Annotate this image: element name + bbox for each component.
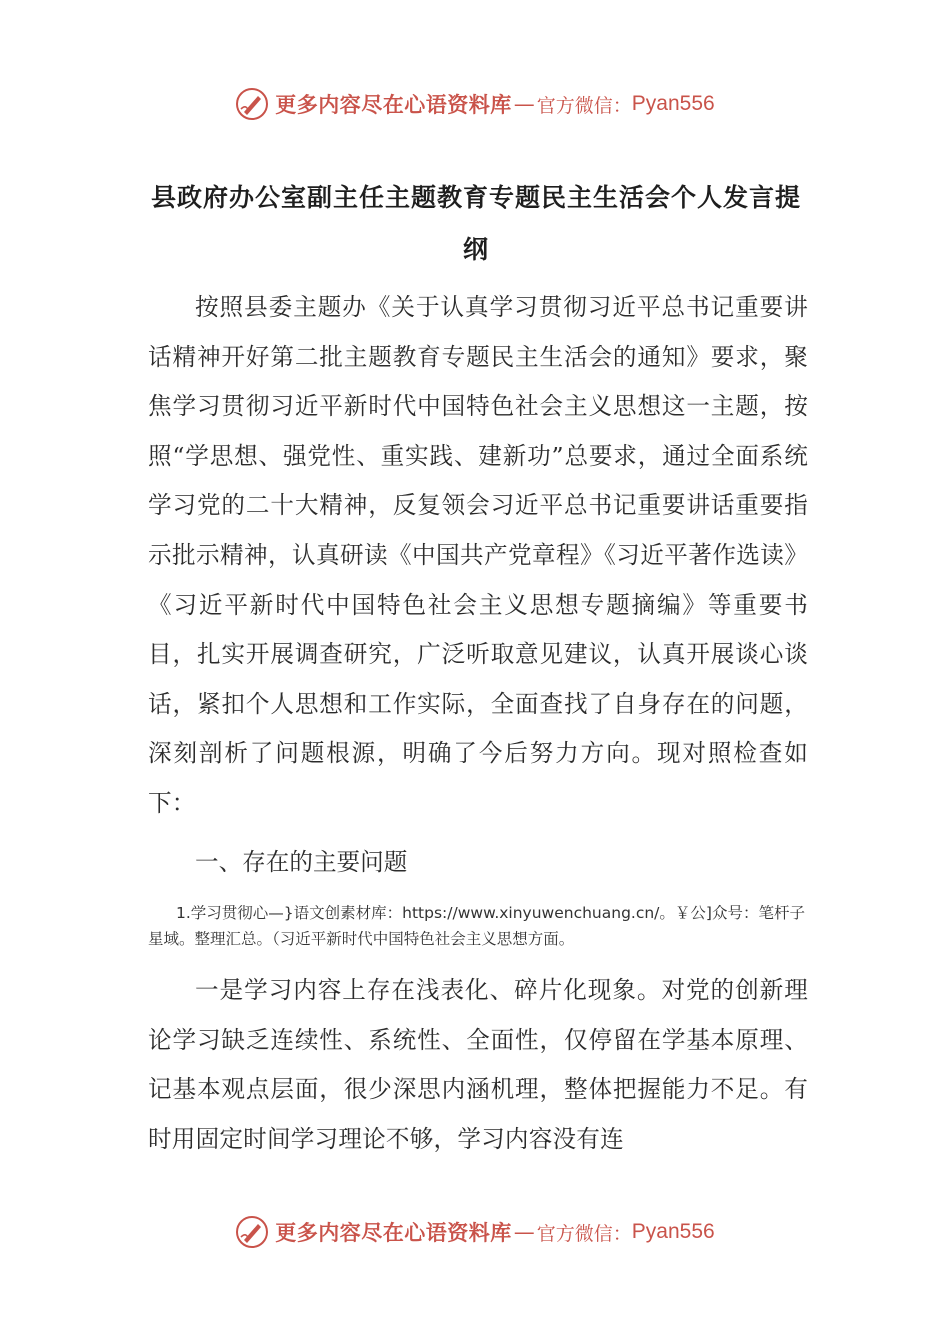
banner-text: 更多内容尽在心语资料库 <box>275 1220 512 1245</box>
pen-logo-icon <box>235 1215 269 1249</box>
banner-label: 官方微信： <box>536 94 632 117</box>
subsection-heading: 1.学习贯彻心—}语文创素材库：https://www.xinyuwenchuang.cn/。￥公]众号：笔杆子星域。整理汇总。（习近平新时代中国特色社会主义思想方面。 <box>148 904 805 948</box>
banner-wechat-id: Pyan556 <box>631 92 715 115</box>
banner-wechat-id: Pyan556 <box>631 1220 715 1243</box>
banner-text: 更多内容尽在心语资料库 <box>275 92 512 117</box>
section-heading: 一、存在的主要问题 <box>195 848 408 876</box>
banner-label: 官方微信： <box>536 1222 632 1245</box>
intro-paragraph: 按照县委主题办《关于认真学习贯彻习近平总书记重要讲话精神开好第二批主题教育专题民主生活会的通知》要求，聚焦学习贯彻习近平新时代中国特色社会主义思想这一主题，按照“学思想、强党性、重实践、建新功”总要求，通过全面系统学习党的二十大精神，反复领会习近平总书记重要讲话重要指示批示精神，认真研读《中国共产党章程》《习近平著作选读》《习近平新时代中国特色社会主义思想专题摘编》等重要书目，扎实开展调查研究，广泛听取意见建议，认真开展谈心谈话，紧扣个人思想和工作实际，全面查找了自身存在的问题，深刻剖析了问题根源，明确了今后努力方向。现对照检查如下： <box>148 293 808 817</box>
banner-separator: — <box>513 1220 535 1244</box>
pen-logo-icon <box>235 87 269 121</box>
body-paragraph: 一是学习内容上存在浅表化、碎片化现象。对党的创新理论学习缺乏连续性、系统性、全面性，仅停留在学基本原理、记基本观点层面，很少深思内涵机理，整体把握能力不足。有时用固定时间学习理论不够，学习内容没有连 <box>148 976 808 1153</box>
footer-banner <box>0 1212 950 1252</box>
document-title: 县政府办公室副主任主题教育专题民主生活会个人发言提纲 <box>150 183 801 264</box>
banner-separator: — <box>513 92 535 116</box>
header-banner <box>0 84 950 124</box>
